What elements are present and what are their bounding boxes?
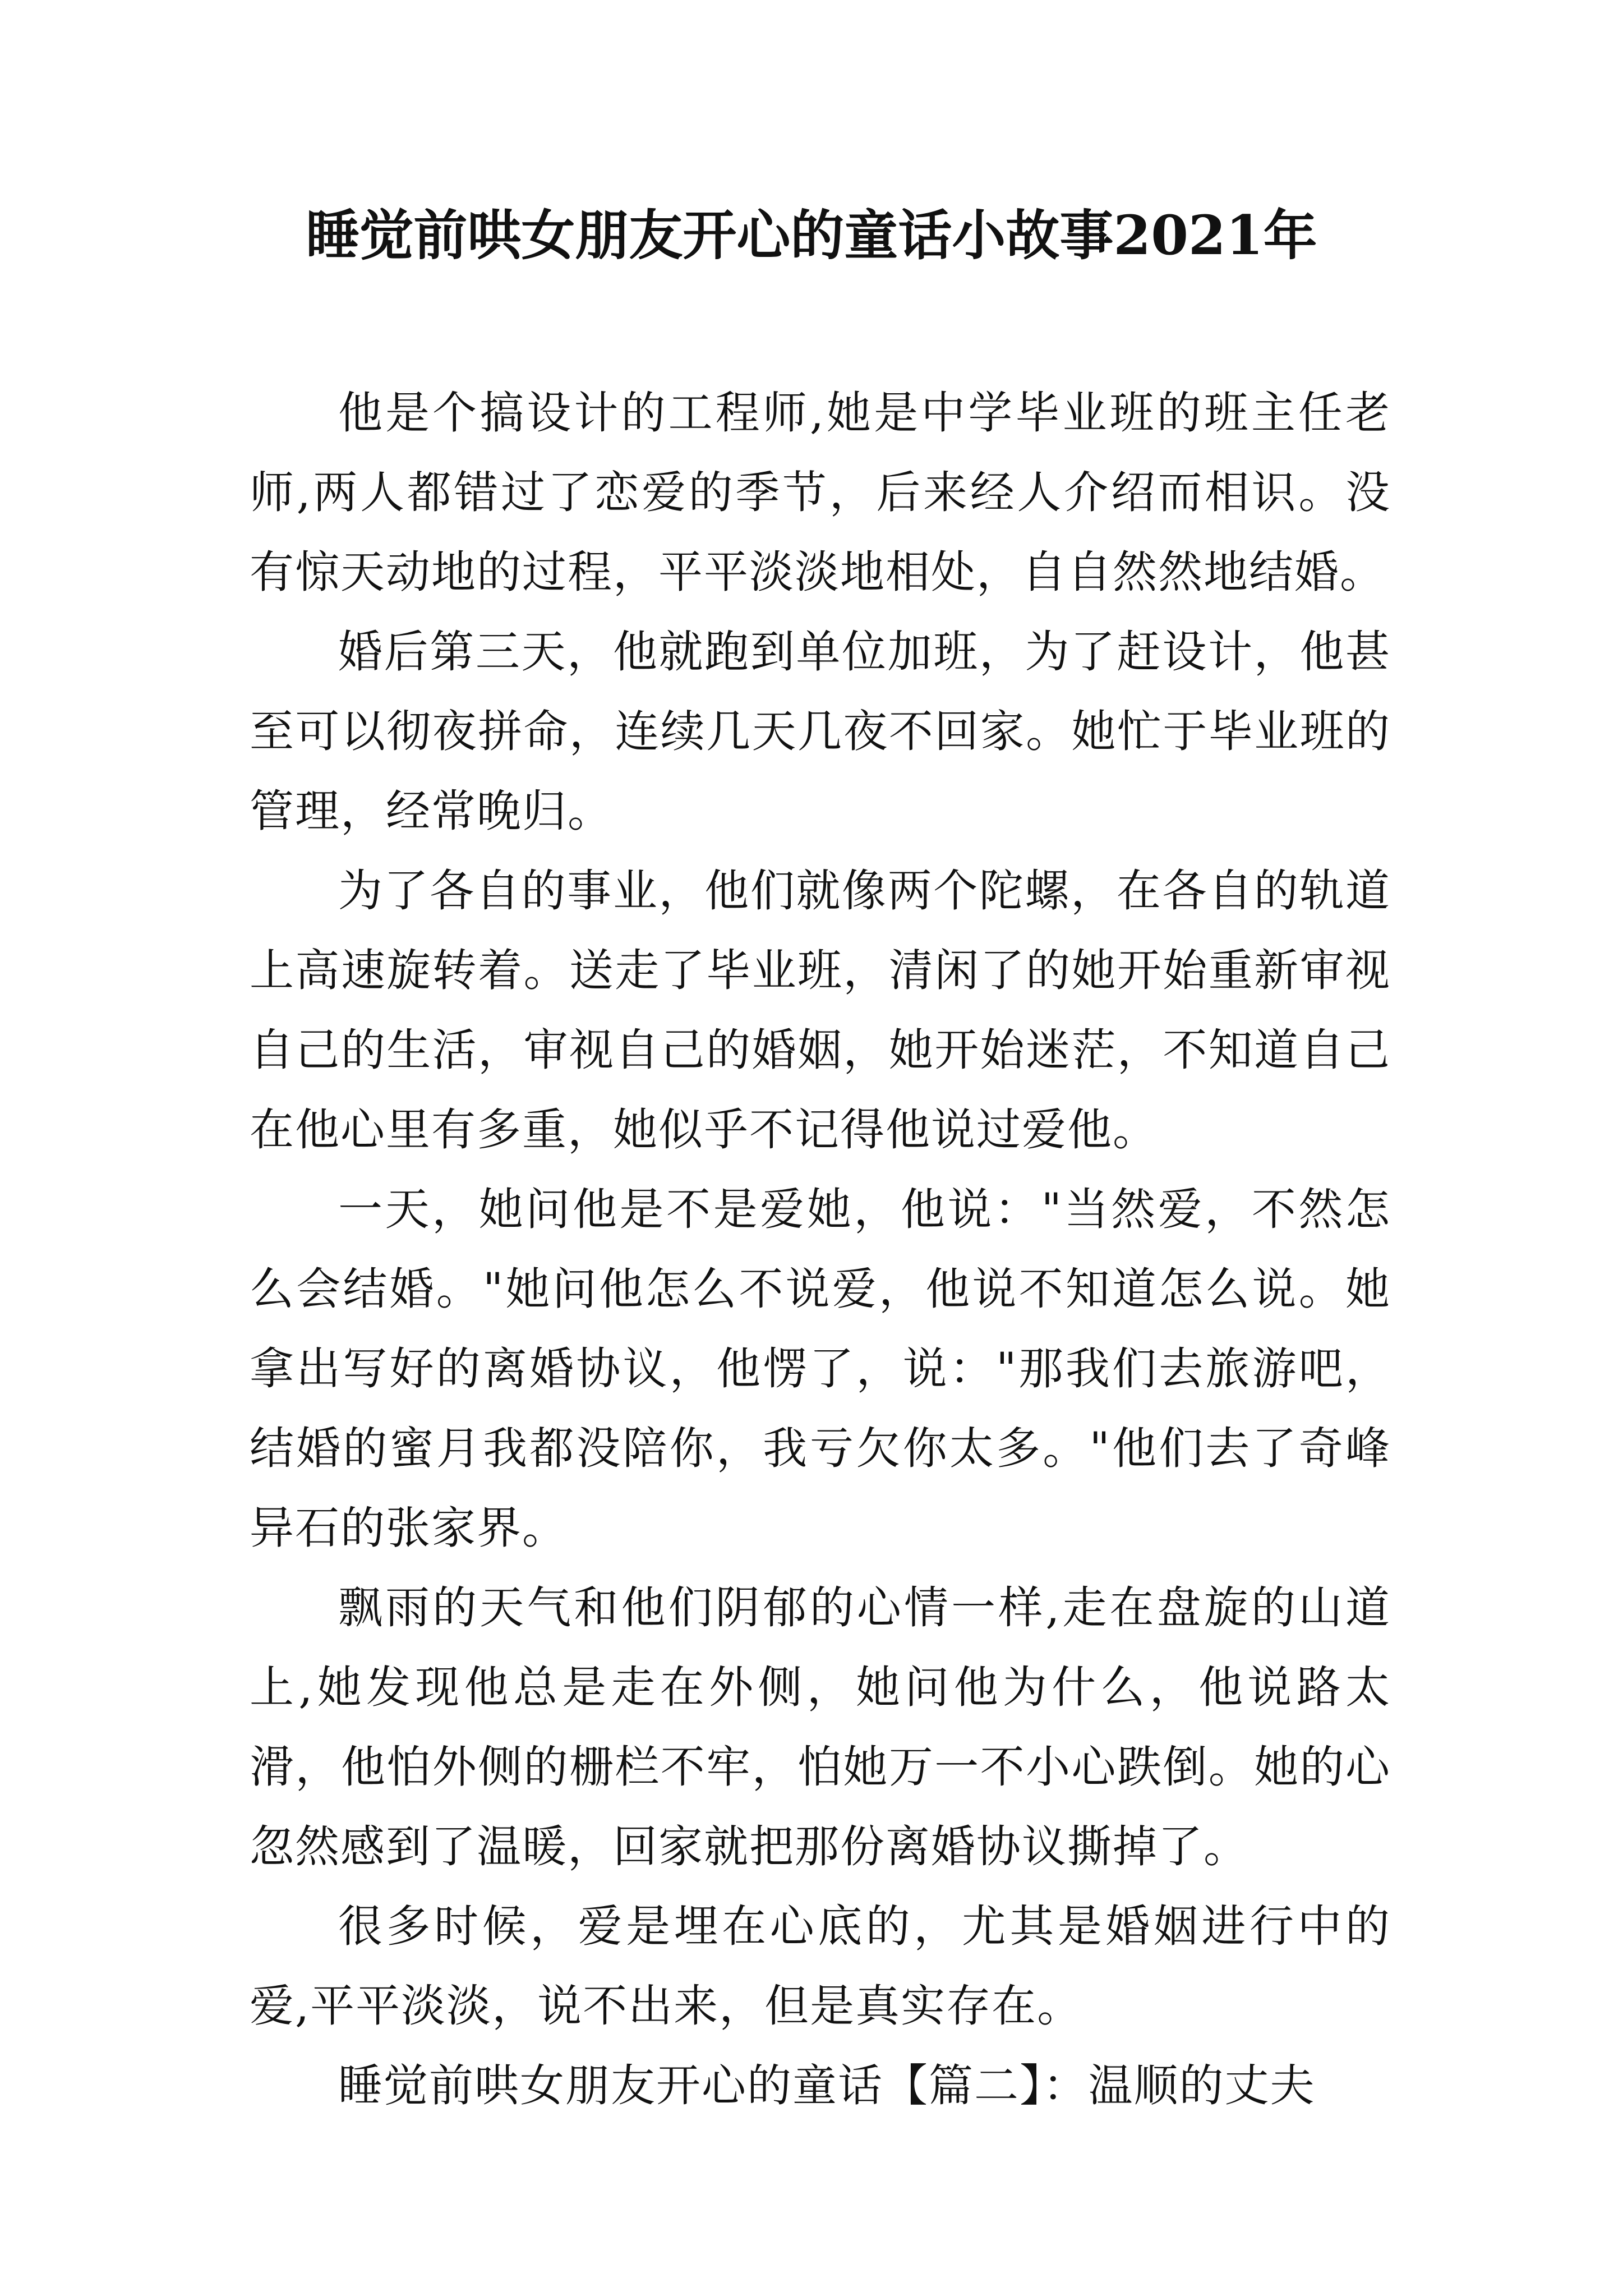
paragraph: 飘雨的天气和他们阴郁的心情一样,走在盘旋的山道上,她发现他总是走在外侧，她问他为什么，他说路太滑，他怕外侧的栅栏不牢，怕她万一不小心跌倒。她的心忽然感到了温暖，回家就把那份离婚协议撕掉了。 <box>250 1582 1391 1872</box>
paragraph: 很多时候，爱是埋在心底的，尤其是婚姻进行中的爱,平平淡淡，说不出来，但是真实存在。 <box>250 1901 1391 2032</box>
document-body <box>250 373 1391 2125</box>
paragraph: 婚后第三天，他就跑到单位加班，为了赶设计，他甚至可以彻夜拼命，连续几天几夜不回家。她忙于毕业班的管理，经常晚归。 <box>250 626 1391 837</box>
paragraph: 一天，她问他是不是爱她，他说："当然爱，不然怎么会结婚。"她问他怎么不说爱，他说不知道怎么说。她拿出写好的离婚协议，他愣了，说："那我们去旅游吧，结婚的蜜月我都没陪你，我亏欠你太多。"他们去了奇峰异石的张家界。 <box>250 1184 1391 1554</box>
paragraph: 他是个搞设计的工程师,她是中学毕业班的班主任老师,两人都错过了恋爱的季节，后来经人介绍而相识。没有惊天动地的过程，平平淡淡地相处，自自然然地结婚。 <box>250 387 1391 598</box>
document-title: 睡觉前哄女朋友开心的童话小故事2021年 <box>306 204 1317 267</box>
paragraph: 为了各自的事业，他们就像两个陀螺，在各自的轨道上高速旋转着。送走了毕业班，清闲了的她开始重新审视自己的生活，审视自己的婚姻，她开始迷茫，不知道自己在他心里有多重，她似乎不记得他说过爱他。 <box>250 865 1391 1156</box>
section-heading: 睡觉前哄女朋友开心的童话【篇二】：温顺的丈夫 <box>338 2060 1316 2111</box>
